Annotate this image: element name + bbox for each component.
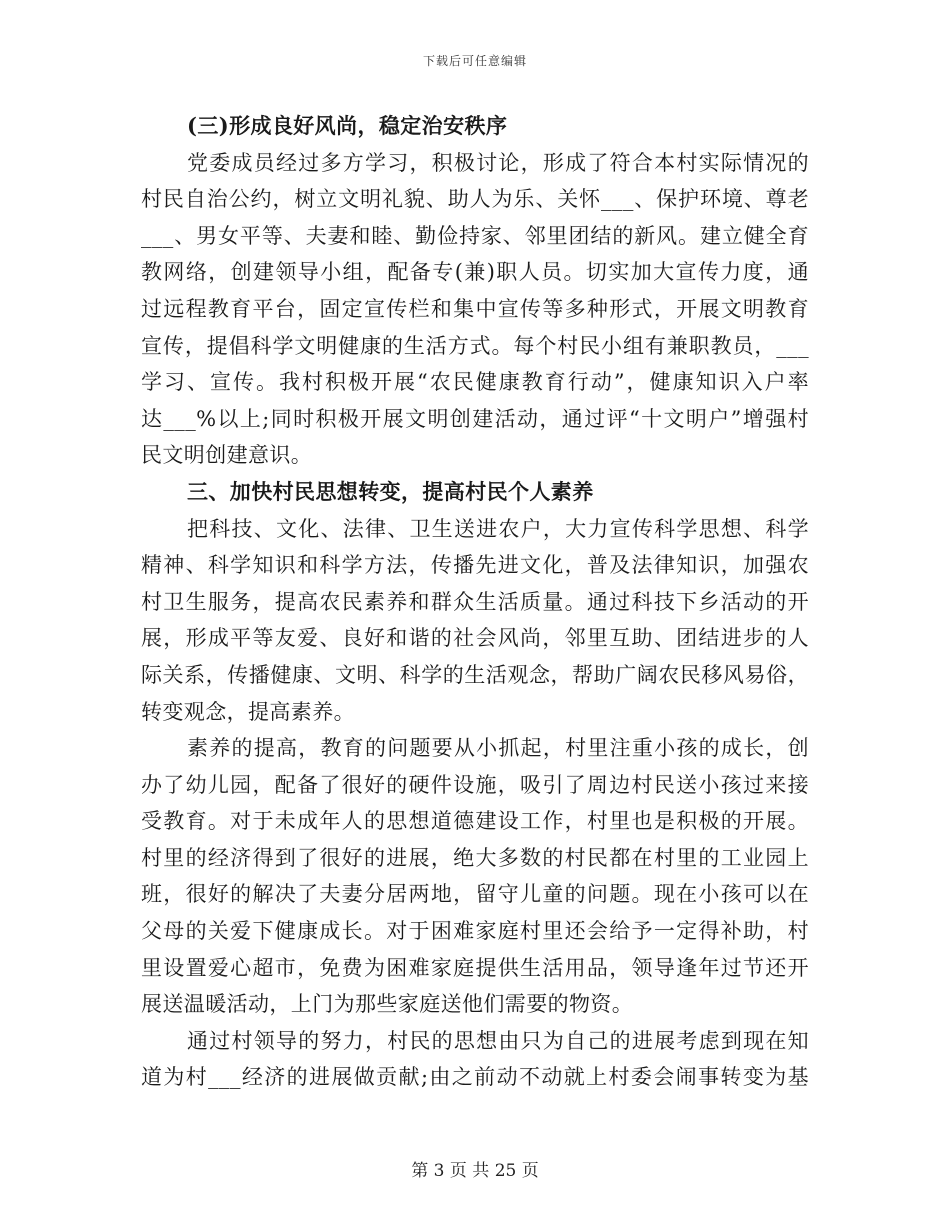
text-line: 父母的关爱下健康成长。对于困难家庭村里还会给予一定得补助，村 bbox=[141, 919, 809, 944]
text-line: 教网络，创建领导小组，配备专(兼)职人员。切实加大宣传力度，通 bbox=[141, 260, 809, 285]
section-heading: (三)形成良好风尚，稳定治安秩序 bbox=[187, 113, 508, 138]
text-line: 道为村___经济的进展做贡献;由之前动不动就上村委会闹事转变为基 bbox=[141, 1065, 809, 1090]
text-line: 村里的经济得到了很好的进展，绝大多数的村民都在村里的工业园上 bbox=[141, 845, 809, 870]
text-line: 精神、科学知识和科学方法，传播先进文化，普及法律知识，加强农 bbox=[141, 553, 809, 578]
page-number-footer: 第 3 页 共 25 页 bbox=[411, 1161, 539, 1181]
text-line: 达___%以上;同时积极开展文明创建活动，通过评“十文明户”增强村 bbox=[141, 406, 809, 431]
page-header: 下载后可任意编辑 bbox=[422, 54, 527, 68]
text-line: 宣传，提倡科学文明健康的生活方式。每个村民小组有兼职教员，___ bbox=[141, 333, 809, 358]
text-line: ___、男女平等、夫妻和睦、勤俭持家、邻里团结的新风。建立健全育 bbox=[141, 223, 809, 248]
text-line: 党委成员经过多方学习，积极讨论，形成了符合本村实际情况的 bbox=[187, 150, 809, 175]
text-line: 学习、宣传。我村积极开展“农民健康教育行动”，健康知识入户率 bbox=[141, 370, 809, 395]
text-line: 展，形成平等友爱、良好和谐的社会风尚，邻里互助、团结进步的人 bbox=[141, 626, 809, 651]
text-line: 村卫生服务，提高农民素养和群众生活质量。通过科技下乡活动的开 bbox=[141, 589, 809, 614]
text-line: 展送温暖活动，上门为那些家庭送他们需要的物资。 bbox=[141, 992, 634, 1017]
text-line: 受教育。对于未成年人的思想道德建设工作，村里也是积极的开展。 bbox=[141, 809, 809, 834]
text-line: 素养的提高，教育的问题要从小抓起，村里注重小孩的成长，创 bbox=[187, 736, 809, 761]
text-line: 民文明创建意识。 bbox=[141, 443, 313, 468]
text-line: 把科技、文化、法律、卫生送进农户，大力宣传科学思想、科学 bbox=[187, 516, 809, 541]
text-line: 班，很好的解决了夫妻分居两地，留守儿童的问题。现在小孩可以在 bbox=[141, 882, 809, 907]
text-line: 里设置爱心超市，免费为困难家庭提供生活用品，领导逢年过节还开 bbox=[141, 955, 809, 980]
text-line: 村民自治公约，树立文明礼貌、助人为乐、关怀___、保护环境、尊老 bbox=[141, 187, 809, 212]
document-body bbox=[141, 108, 809, 1096]
text-line: 过远程教育平台，固定宣传栏和集中宣传等多种形式，开展文明教育 bbox=[141, 296, 809, 321]
text-line: 转变观念，提高素养。 bbox=[141, 699, 355, 724]
text-line: 办了幼儿园，配备了很好的硬件设施，吸引了周边村民送小孩过来接 bbox=[141, 772, 809, 797]
text-line: 通过村领导的努力，村民的思想由只为自己的进展考虑到现在知 bbox=[187, 1028, 809, 1053]
section-heading: 三、加快村民思想转变，提高村民个人素养 bbox=[187, 478, 594, 504]
text-line: 际关系，传播健康、文明、科学的生活观念，帮助广阔农民移风易俗， bbox=[141, 662, 809, 687]
